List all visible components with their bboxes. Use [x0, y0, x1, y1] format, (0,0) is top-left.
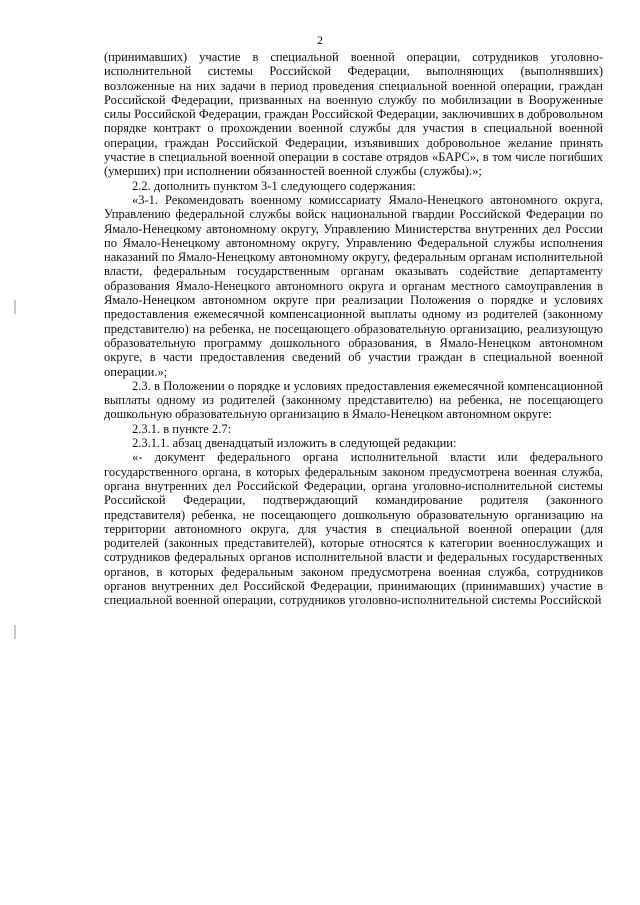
paragraph-quoted-document: «- документ федерального органа исполнительной власти или федерального государственного органа, в которых федеральным законом предусмотрена военная служба, органа внутренних дел Российской Федерации, органа уголовно-исполнительной системы Российской Федерации, подтверждающий командирование родителя (законного представителя) ребенка, не посещающего дошкольную образовательную организацию на территории автономного округа, для участия в специальной военной операции (для родителей (законных представителей), которые относятся к категории военнослужащих и сотрудников федеральных органов исполнительной власти и федеральных государственных органов, в которых федеральным законом предусмотрена военная служба, сотрудников органов внутренних дел Российской Федерации, принимающих (принимавших) участие в специальной военной операции, сотрудников уголовно-исполнительной системы Российской: [104, 450, 603, 608]
scan-margin-mark: [14, 300, 16, 314]
paragraph-item-3-1: «3-1. Рекомендовать военному комиссариату Ямало-Ненецкого автономного округа, Управлению федеральной службы войск национальной гвардии Российской Федерации по Ямало-Ненецкому автономному округу, Управлению Министерства внутренних дел России по Ямало-Ненецкому автономному округу, Управлению Федеральной службы исполнения наказаний по Ямало-Ненецкому автономному округу, федеральным органам исполнительной власти, федеральным государственным органам оказывать содействие департаменту образования Ямало-Ненецкого автономного округа и органам местного самоуправления в Ямало-Ненецком автономном округе при реализации Положения о порядке и условиях предоставления ежемесячной компенсационной выплаты одному из родителей (законному представителю) на ребенка, не посещающего образовательную организацию, реализующую образовательную программу дошкольного образования, в Ямало-Ненецком автономном округе, в части предоставления сведений об участии граждан в специальной военной операции.»;: [104, 192, 603, 379]
paragraph-item-2-2: 2.2. дополнить пунктом 3-1 следующего содержания:: [132, 178, 416, 193]
paragraph-item-2-3: 2.3. в Положении о порядке и условиях предоставления ежемесячной компенсационной выплаты одному из родителей (законному представителю) на ребенка, не посещающего дошкольную образовательную организацию в Ямало-Ненецком автономном округе:: [104, 378, 603, 422]
paragraph-item-2-3-1: 2.3.1. в пункте 2.7:: [132, 421, 232, 436]
scan-margin-mark: [14, 625, 16, 639]
page-number: 2: [317, 33, 323, 47]
paragraph-continuation: (принимавших) участие в специальной военной операции, сотрудников уголовно-исполнительной системы Российской Федерации, выполняющих (выполнявших) возложенные на них задачи в период проведения специальной военной операции, граждан Российской Федерации, призванных на военную службу по мобилизации в Вооруженные силы Российской Федерации, граждан Российской Федерации, заключивших в добровольном порядке контракт о прохождении военной службы для участия в специальной военной операции, граждан Российской Федерации, изъявивших добровольное желание принять участие в специальной военной операции в составе отрядов «БАРС», в том числе погибших (умерших) при исполнении обязанностей военной службы (службы).»;: [104, 50, 603, 179]
document-body: [104, 50, 603, 608]
paragraph-item-2-3-1-1: 2.3.1.1. абзац двенадцатый изложить в следующей редакции:: [132, 436, 457, 451]
